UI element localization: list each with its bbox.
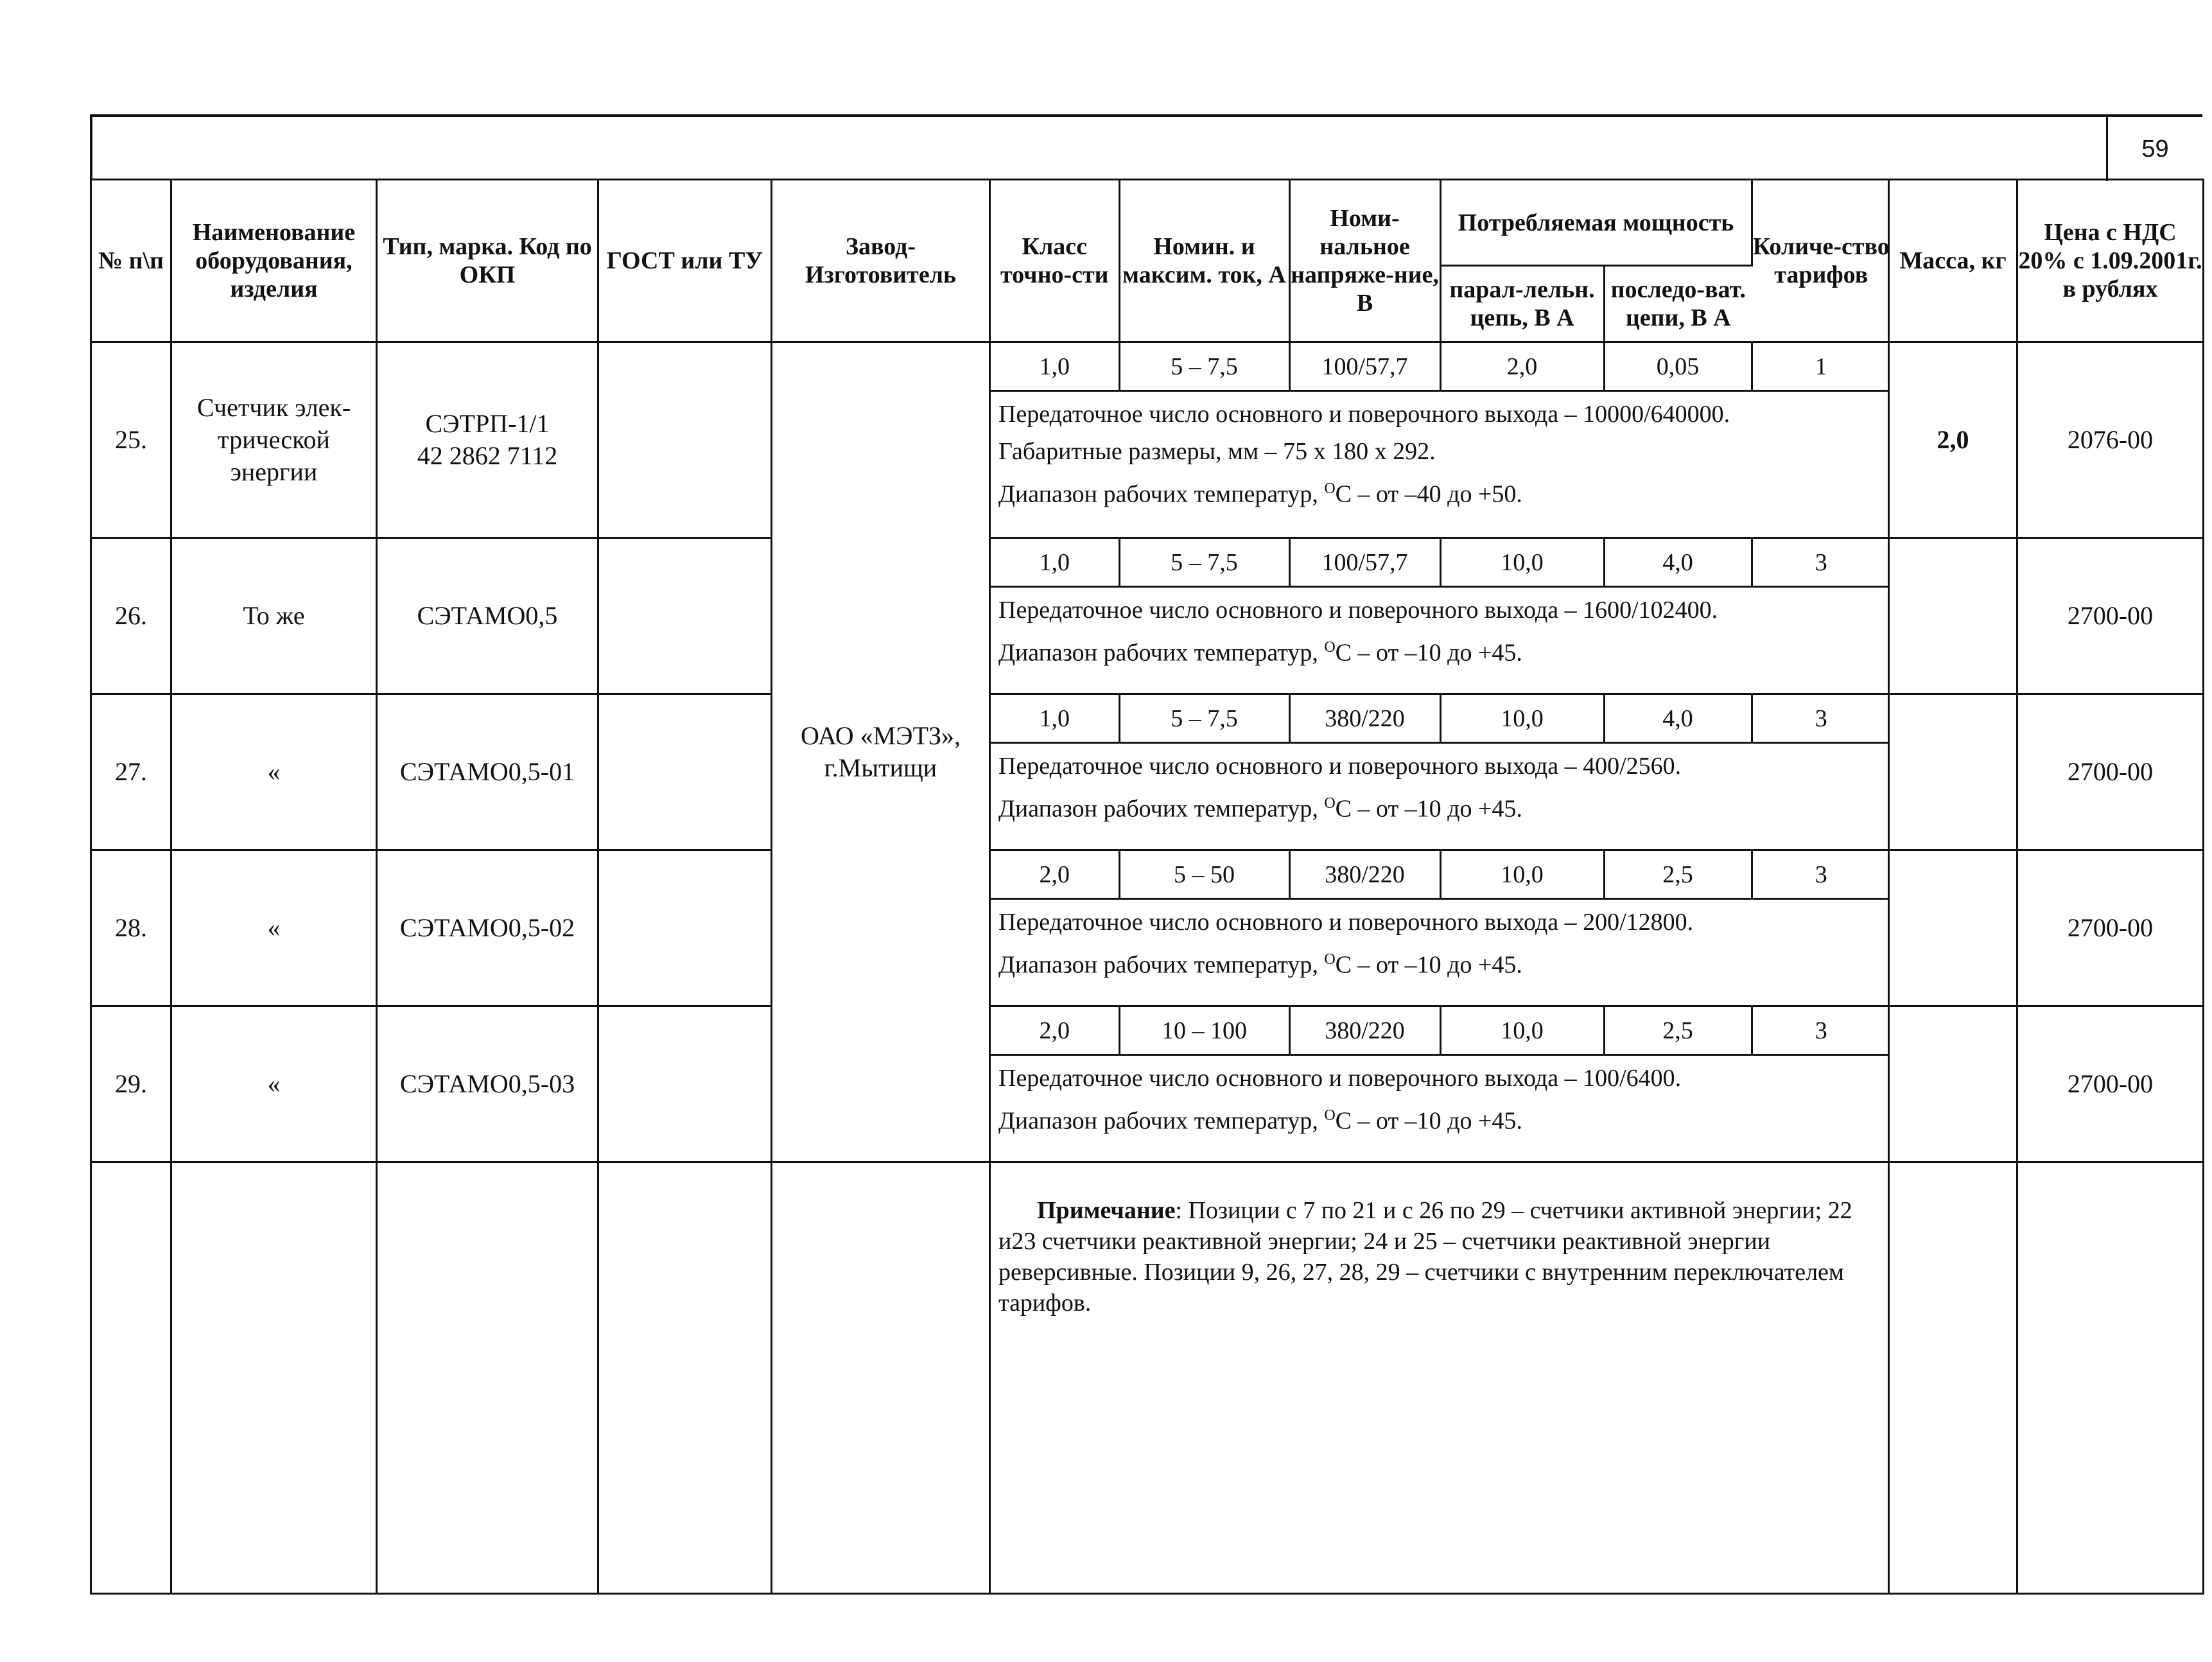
row-price: 2076-00 [2017, 342, 2204, 538]
row-values [991, 343, 1890, 392]
desc-line: Передаточное число основного и поверочного выхода – 10000/640000. [998, 401, 1730, 428]
row-name: То же [171, 538, 377, 694]
desc-line: Передаточное число основного и поверочного выхода – 1600/102400. [998, 597, 1718, 624]
header-num: № п\п [91, 180, 171, 342]
row-gost [598, 342, 772, 538]
row-name: « [171, 694, 377, 850]
value-current: 5 – 7,5 [1119, 539, 1289, 587]
row-num: 27. [91, 694, 171, 850]
row-type [377, 342, 598, 538]
table-row [91, 342, 2204, 538]
row-num: 26. [91, 538, 171, 694]
header-class: Класс точно-сти [991, 180, 1119, 341]
header-power-serial: последо-ват. цепи, В А [1610, 276, 1746, 332]
value-current: 10 – 100 [1119, 1007, 1289, 1055]
value-voltage: 380/220 [1289, 1007, 1440, 1055]
value-class: 2,0 [991, 1007, 1119, 1055]
desc-temperature: Диапазон рабочих температур, $^O$С – от –10 до +45. [998, 1107, 1522, 1135]
row-gost [598, 694, 772, 850]
row-mass [1889, 1006, 2017, 1162]
header-power: Потребляемая мощность [1440, 180, 1752, 266]
value-voltage: 380/220 [1289, 695, 1440, 743]
row-description [991, 744, 1888, 828]
row-price: 2700-00 [2017, 850, 2204, 1006]
note-empty-num [91, 1162, 171, 1594]
value-power-serial: 2,5 [1604, 851, 1752, 899]
note-cell [990, 1162, 1889, 1594]
row-type-mark: СЭТРП-1/1 [425, 409, 550, 438]
header-row [91, 180, 2204, 342]
row-values [991, 539, 1890, 588]
value-tariffs: 3 [1752, 539, 1890, 587]
row-type: СЭТАМО0,5 [377, 538, 598, 694]
row-num: 29. [91, 1006, 171, 1162]
note-empty-gost [598, 1162, 772, 1594]
row-price: 2700-00 [2017, 1006, 2204, 1162]
value-power-parallel: 10,0 [1440, 539, 1604, 587]
header-voltage: Номи-нальное напряже-ние, В [1289, 180, 1440, 341]
header-name: Наименование оборудования, изделия [171, 180, 377, 342]
header-spec-group [990, 180, 1889, 342]
row-num: 25. [91, 342, 171, 538]
desc-line: Габаритные размеры, мм – 75 х 180 х 292. [998, 438, 1436, 465]
value-tariffs: 3 [1752, 851, 1890, 899]
page-header-bar [90, 114, 2202, 179]
note-text [991, 1163, 1888, 1318]
note-row [91, 1162, 2204, 1594]
header-maker: Завод-Изготовитель [772, 180, 990, 342]
row-type: СЭТАМО0,5-02 [377, 850, 598, 1006]
header-power-parallel: парал-лельн. цепь, В А [1440, 266, 1604, 341]
row-gost [598, 538, 772, 694]
row-spec [990, 694, 1889, 850]
row-description [991, 1056, 1888, 1140]
table-row [91, 538, 2204, 694]
note-body: : Позиции с 7 по 21 и с 26 по 29 – счетчики активной энергии; 22 и23 счетчики реактивной энергии; 24 и 25 – счетчики реактивной энергии реверсивные. Позиции 9, 26, 27, 28, 29 – счетчики с внутренним переключателем тарифов. [998, 1197, 1852, 1316]
value-voltage: 100/57,7 [1289, 539, 1440, 587]
header-spec-table [991, 180, 1890, 341]
row-values [991, 695, 1890, 744]
desc-temperature: Диапазон рабочих температур, $^O$С – от –10 до +45. [998, 951, 1522, 979]
header-price: Цена с НДС 20% с 1.09.2001г. в рублях [2017, 180, 2204, 342]
desc-line: Передаточное число основного и поверочного выхода – 100/6400. [998, 1065, 1682, 1092]
value-class: 1,0 [991, 695, 1119, 743]
note-empty-maker [772, 1162, 990, 1594]
value-voltage: 380/220 [1289, 851, 1440, 899]
maker-cell: ОАО «МЭТЗ», г.Мытищи [772, 342, 990, 1162]
row-spec [990, 1006, 1889, 1162]
note-empty-type [377, 1162, 598, 1594]
value-class: 1,0 [991, 539, 1119, 587]
value-tariffs: 3 [1752, 1007, 1890, 1055]
document-sheet [90, 114, 2202, 1595]
row-gost [598, 1006, 772, 1162]
page-number: 59 [2106, 117, 2202, 181]
row-mass [1889, 538, 2017, 694]
value-power-serial: 0,05 [1604, 343, 1752, 391]
value-current: 5 – 7,5 [1119, 695, 1289, 743]
value-class: 1,0 [991, 343, 1119, 391]
desc-temperature: Диапазон рабочих температур, $^O$С – от –10 до +45. [998, 639, 1522, 667]
row-values [991, 851, 1890, 900]
note-empty-name [171, 1162, 377, 1594]
row-spec [990, 538, 1889, 694]
value-tariffs: 3 [1752, 695, 1890, 743]
row-mass [1889, 850, 2017, 1006]
row-type: СЭТАМО0,5-01 [377, 694, 598, 850]
table-row [91, 1006, 2204, 1162]
row-description [991, 588, 1888, 672]
value-current: 5 – 7,5 [1119, 343, 1289, 391]
header-mass: Масса, кг [1889, 180, 2017, 342]
value-tariffs: 1 [1752, 343, 1890, 391]
equipment-table [90, 179, 2204, 1595]
value-power-parallel: 2,0 [1440, 343, 1604, 391]
row-mass [1889, 694, 2017, 850]
desc-temperature: Диапазон рабочих температур, $^O$С – от –10 до +45. [998, 795, 1522, 823]
value-power-serial: 4,0 [1604, 695, 1752, 743]
value-power-serial: 4,0 [1604, 539, 1752, 587]
value-current: 5 – 50 [1119, 851, 1289, 899]
header-current: Номин. и максим. ток, А [1119, 180, 1289, 341]
row-type: СЭТАМО0,5-03 [377, 1006, 598, 1162]
note-label: Примечание [1037, 1197, 1176, 1224]
row-spec [990, 850, 1889, 1006]
note-empty-price [2017, 1162, 2204, 1594]
value-voltage: 100/57,7 [1289, 343, 1440, 391]
value-power-serial: 2,5 [1604, 1007, 1752, 1055]
value-class: 2,0 [991, 851, 1119, 899]
row-num: 28. [91, 850, 171, 1006]
table-row [91, 850, 2204, 1006]
table-row [91, 694, 2204, 850]
row-description [991, 392, 1888, 513]
row-values [991, 1007, 1890, 1056]
desc-line: Передаточное число основного и поверочного выхода – 400/2560. [998, 753, 1682, 780]
row-name: « [171, 1006, 377, 1162]
row-spec [990, 342, 1889, 538]
row-price: 2700-00 [2017, 694, 2204, 850]
row-gost [598, 850, 772, 1006]
value-power-parallel: 10,0 [1440, 851, 1604, 899]
header-gost: ГОСТ или ТУ [598, 180, 772, 342]
value-power-parallel: 10,0 [1440, 1007, 1604, 1055]
note-empty-mass [1889, 1162, 2017, 1594]
desc-temperature: Диапазон рабочих температур, $^O$С – от –40 до +50. [998, 480, 1522, 508]
header-tariffs: Количе-ство тарифов [1752, 233, 1890, 288]
row-type-code: 42 2862 7112 [417, 441, 558, 470]
value-power-parallel: 10,0 [1440, 695, 1604, 743]
row-description [991, 900, 1888, 984]
row-price: 2700-00 [2017, 538, 2204, 694]
header-type: Тип, марка. Код по ОКП [377, 180, 598, 342]
row-mass: 2,0 [1889, 342, 2017, 538]
row-name: « [171, 850, 377, 1006]
desc-line: Передаточное число основного и поверочного выхода – 200/12800. [998, 909, 1694, 936]
row-name: Счетчик элек-трической энергии [171, 342, 377, 538]
